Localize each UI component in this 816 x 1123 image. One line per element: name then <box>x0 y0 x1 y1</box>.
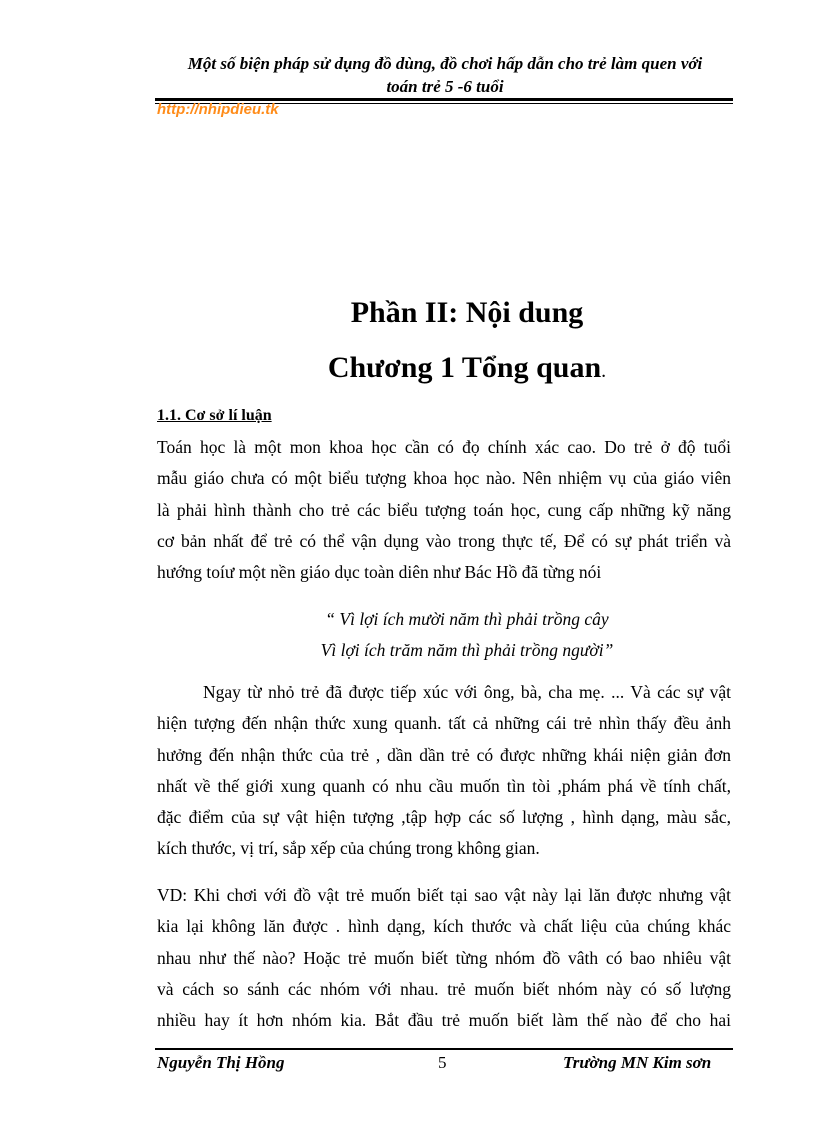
paragraph-line: Ngay từ nhỏ trẻ đã được tiếp xúc với ông, bà, cha mẹ. ... Và các sự vật <box>203 682 731 702</box>
chapter-title-text: Chương 1 Tổng quan <box>327 351 602 384</box>
paragraph-line: kích thước, vị trí, sắp xếp của chúng trong không gian. <box>157 838 540 859</box>
section-heading: 1.1. Cơ sở lí luận <box>157 407 272 424</box>
paragraph-line: là phải hình thành cho trẻ các biểu tượng toán học, cung cấp những kỹ năng <box>157 499 731 520</box>
part-title: Phần II: Nội dung <box>350 296 584 329</box>
paragraph-1 <box>157 432 731 588</box>
footer-rule <box>155 1048 733 1050</box>
header-title-line-1: Một số biện pháp sử dụng đồ dùng, đồ chơi hấp dẫn cho trẻ làm quen với <box>187 54 703 73</box>
paragraph-line: mẫu giáo chưa có một biểu tượng khoa học nào. Nên nhiệm vụ của giáo viên <box>157 468 731 489</box>
page-number: 5 <box>438 1053 447 1072</box>
chapter-title-suffix: . <box>601 360 607 382</box>
chapter-title <box>150 348 784 391</box>
quote <box>150 604 784 667</box>
paragraph-line: nhiều hay ít hơn nhóm kia. Bắt đầu trẻ muốn biết làm thế nào để cho hai <box>157 1010 731 1031</box>
quote-line: “ Vì lợi ích mười năm thì phải trồng cây <box>325 609 609 629</box>
paragraph-2 <box>157 677 731 865</box>
paragraph-line: hướng toíư một nền giáo dục toàn diên như Bác Hồ đã từng nói <box>157 562 602 583</box>
paragraph-line: hưởng đến nhận thức của trẻ , dần dần trẻ có được những khái niện giản đơn <box>157 744 731 765</box>
source-link[interactable]: http://nhipdieu.tk <box>157 101 279 118</box>
paragraph-line: và cách so sánh các nhóm với nhau. trẻ muốn biết nhóm này có số lượng <box>157 978 731 999</box>
paragraph-line: kia lại không lăn được . hình dạng, kích thước và chất liệu của chúng khác <box>157 916 731 937</box>
paragraph-line: cơ bản nhất để trẻ có thể vận dụng vào trong thực tế, Để có sự phát triển và <box>157 530 731 551</box>
header-title-line-2: toán trẻ 5 -6 tuổi <box>386 77 504 96</box>
paragraph-line: đặc điểm của sự vật hiện tượng ,tập hợp các số lượng , hình dạng, màu sắc, <box>157 807 731 828</box>
footer-author: Nguyễn Thị Hồng <box>157 1053 285 1072</box>
paragraph-line: nhau như thế nào? Hoặc trẻ muốn biết từng nhóm đồ vâth có bao nhiêu vật <box>157 947 731 968</box>
paragraph-line: VD: Khi chơi với đồ vật trẻ muốn biết tại sao vật này lại lăn được nhưng vật <box>157 885 731 905</box>
paragraph-line: Toán học là một mon khoa học cần có đọ chính xác cao. Do trẻ ở độ tuổi <box>157 437 731 457</box>
footer-school: Trường MN Kim sơn <box>563 1053 712 1072</box>
quote-line: Vì lợi ích trăm năm thì phải trồng người” <box>320 640 614 661</box>
paragraph-line: hiện tượng đến nhận thức xung quanh. tất cả những cái trẻ nhìn thấy đều ảnh <box>157 713 731 734</box>
header-title <box>150 52 740 98</box>
paragraph-line: nhất về thế giới xung quanh có nhu cầu muốn tìn tòi ,phám phá về tính chất, <box>157 775 731 796</box>
paragraph-3 <box>157 880 731 1036</box>
